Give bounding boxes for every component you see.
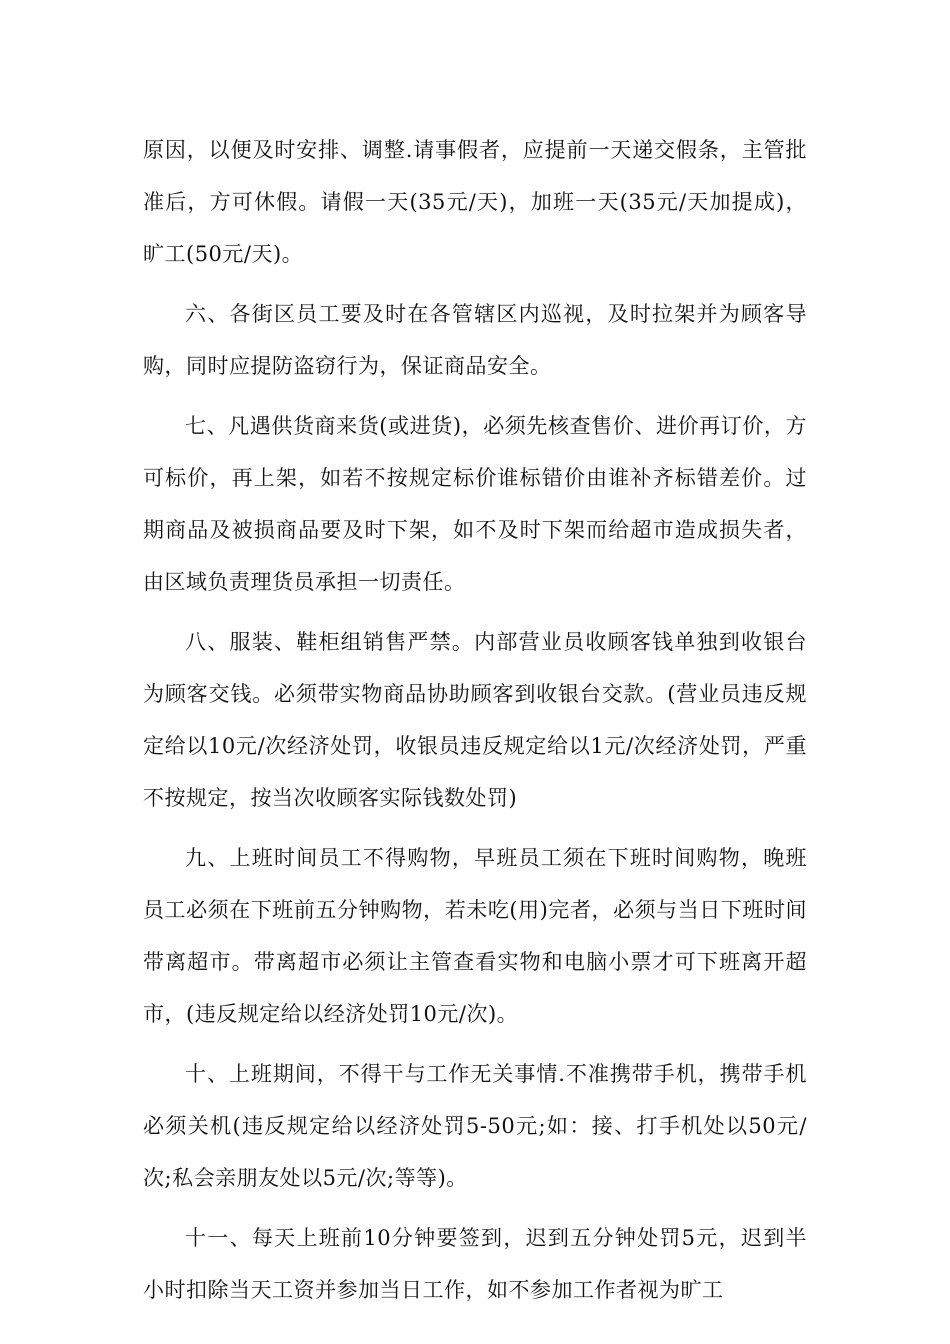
paragraph-leave-rules: 原因，以便及时安排、调整.请事假者，应提前一天递交假条，主管批准后，方可休假。请假一天(35元/天)，加班一天(35元/天加提成)，旷工(50元/天)。 (143, 138, 807, 266)
paragraph-rule-7: 七、凡遇供货商来货(或进货)，必须先核查售价、进价再订价，方可标价，再上架，如若不按规定标价谁标错价由谁补齐标错差价。过期商品及被损商品要及时下架，如不及时下架而给超市造成损失者，由区域负责理货员承担一切责任。 (143, 414, 807, 594)
paragraph-rule-9: 九、上班时间员工不得购物，早班员工须在下班时间购物，晚班员工必须在下班前五分钟购物，若未吃(用)完者，必须与当日下班时间带离超市。带离超市必须让主管查看实物和电脑小票才可下班离开超市，(违反规定给以经济处罚10元/次)。 (143, 846, 807, 1026)
document-body (143, 124, 807, 1316)
paragraph-rule-11: 十一、每天上班前10分钟要签到，迟到五分钟处罚5元，迟到半小时扣除当天工资并参加当日工作，如不参加工作者视为旷工 (143, 1226, 807, 1302)
paragraph-rule-6: 六、各街区员工要及时在各管辖区内巡视，及时拉架并为顾客导购，同时应提防盗窃行为，保证商品安全。 (143, 302, 807, 378)
paragraph-rule-8: 八、服装、鞋柜组销售严禁。内部营业员收顾客钱单独到收银台为顾客交钱。必须带实物商品协助顾客到收银台交款。(营业员违反规定给以10元/次经济处罚，收银员违反规定给以1元/次经济处罚，严重不按规定，按当次收顾客实际钱数处罚) (143, 630, 807, 810)
paragraph-rule-10: 十、上班期间，不得干与工作无关事情.不准携带手机，携带手机必须关机(违反规定给以经济处罚5-50元;如：接、打手机处以50元/次;私会亲朋友处以5元/次;等等)。 (143, 1062, 807, 1190)
